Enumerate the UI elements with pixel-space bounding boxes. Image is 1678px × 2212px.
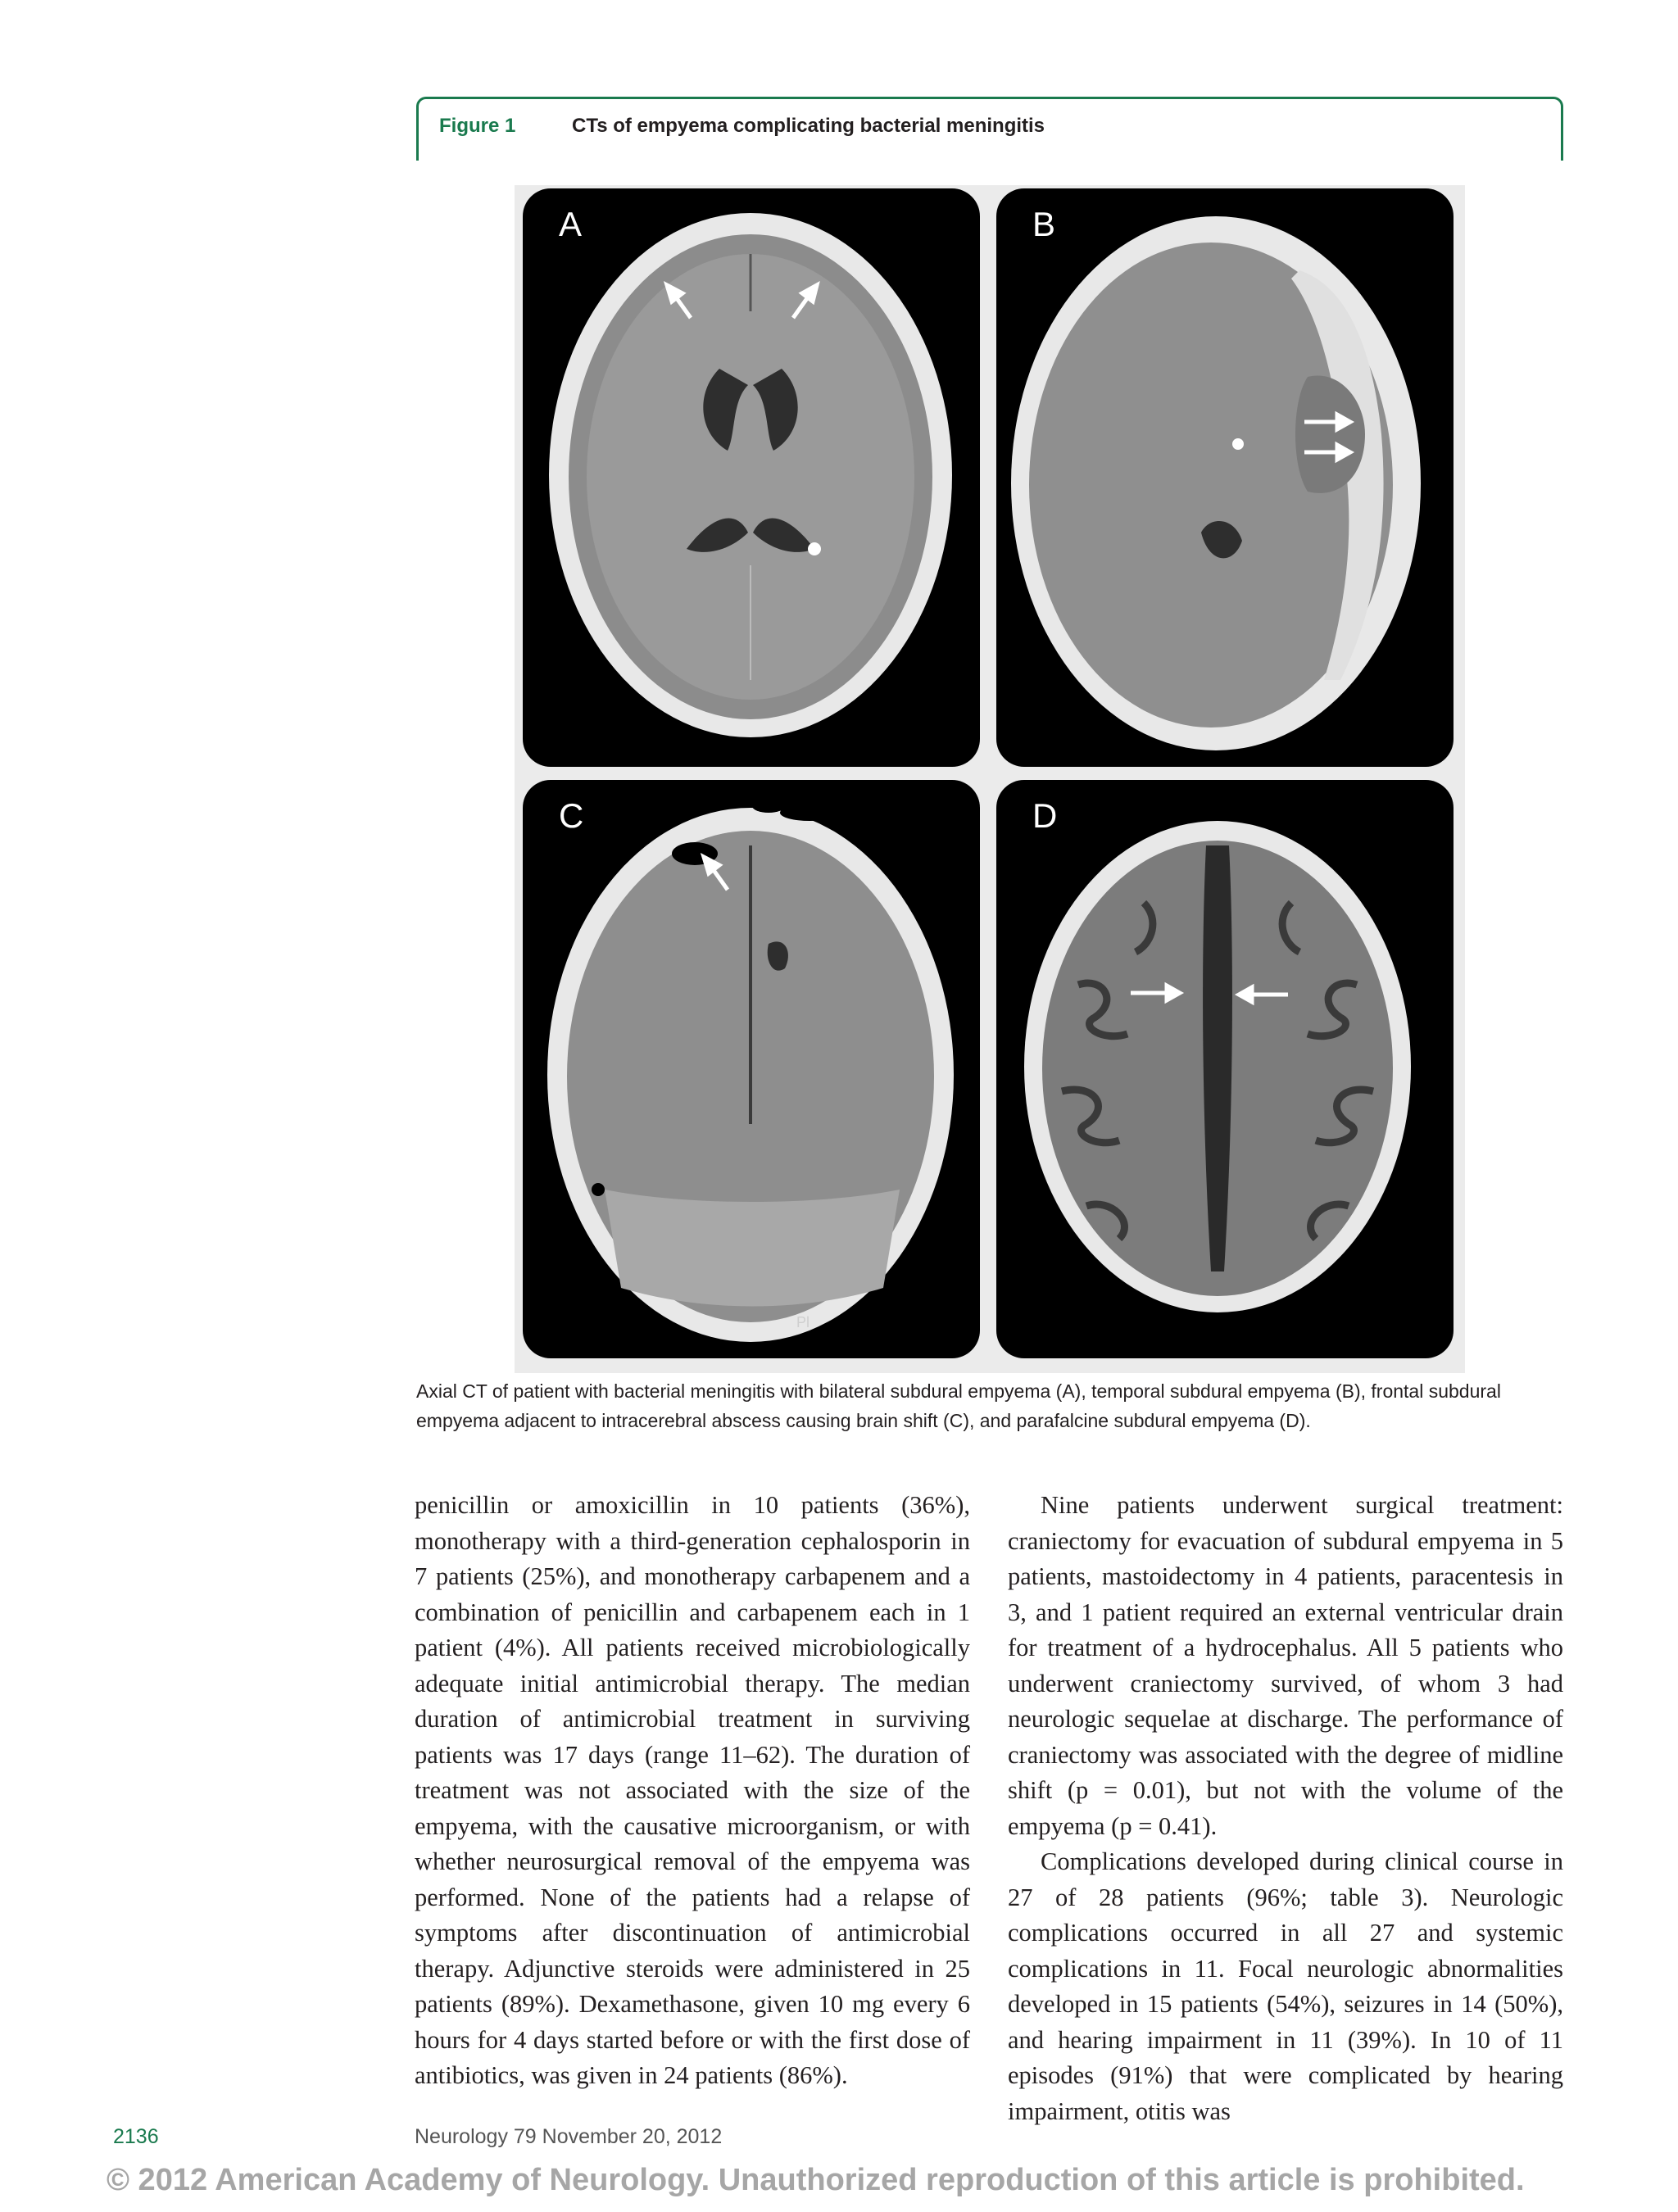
page-number: 2136 bbox=[113, 2125, 159, 2148]
body-column-left bbox=[415, 1488, 970, 2094]
body-column-right bbox=[1008, 1488, 1563, 2129]
ct-panel-a bbox=[523, 188, 980, 767]
ct-scan-c-image bbox=[523, 780, 980, 1358]
panel-letter-c: C bbox=[559, 796, 584, 835]
body-paragraph: Complications developed during clinical course in 27 of 28 patients (96%; table 3). Neurologic complications occurred in all 27 and systemic complications in 11. Focal neurologic abnormalities developed in 15 patients (54%), seizures in 14 (50%), and hearing impairment in 11 (39%). In 10 of 11 episodes (91%) that were complicated by hearing impairment, otitis was bbox=[1008, 1847, 1563, 2125]
ct-panel-c bbox=[523, 780, 980, 1358]
body-paragraph: penicillin or amoxicillin in 10 patients (36%), monotherapy with a third-generation cephalosporin in 7 patients (25%), and monotherapy carbapenem and a combination of penicillin and carbapenem each in 1 patient (4%). All patients received microbiologically adequate initial antimicrobial therapy. The median duration of antimicrobial treatment in surviving patients was 17 days (range 11–62). The duration of treatment was not associated with the size of the empyema, with the causative microorganism, or with whether neurosurgical removal of the empyema was performed. None of the patients had a relapse of symptoms after discontinuation of antimicrobial therapy. Adjunctive steroids were administered in 25 patients (89%). Dexamethasone, given 10 mg every 6 hours for 4 days started before or with the first dose of antibiotics, was given in 24 patients (86%). bbox=[415, 1491, 970, 2089]
film-mark: Pl bbox=[796, 1314, 810, 1330]
figure-label: Figure 1 bbox=[439, 115, 516, 137]
ct-scan-d-image bbox=[996, 780, 1454, 1358]
ct-panel-b bbox=[996, 188, 1454, 767]
panel-letter-a: A bbox=[559, 205, 583, 243]
copyright-notice: © 2012 American Academy of Neurology. Unauthorized reproduction of this article is prohibited. bbox=[107, 2163, 1525, 2197]
ct-scan-b-image bbox=[996, 188, 1454, 767]
body-paragraph: Nine patients underwent surgical treatment: craniectomy for evacuation of subdural empyema in 5 patients, mastoidectomy in 4 patients, paracentesis in 3, and 1 patient required an external ventricular drain for treatment of a hydrocephalus. All 5 patients who underwent craniectomy survived, of whom 3 had neurologic sequelae at discharge. The performance of craniectomy was associated with the degree of midline shift (p = 0.01), but not with the volume of the empyema (p = 0.41). bbox=[1008, 1491, 1563, 1840]
figure-caption: Axial CT of patient with bacterial meningitis with bilateral subdural empyema (A), temporal subdural empyema (B), frontal subdural empyema adjacent to intracerebral abscess causing brain shift (C), and parafalcine subdural empyema (D). bbox=[416, 1380, 1501, 1431]
ct-scan-a-image bbox=[523, 188, 980, 767]
journal-footer: Neurology 79 November 20, 2012 bbox=[415, 2125, 723, 2148]
panel-letter-b: B bbox=[1032, 205, 1056, 243]
ct-panel-d bbox=[996, 780, 1454, 1358]
panel-letter-d: D bbox=[1032, 796, 1058, 835]
figure-title: CTs of empyema complicating bacterial meningitis bbox=[572, 115, 1045, 137]
